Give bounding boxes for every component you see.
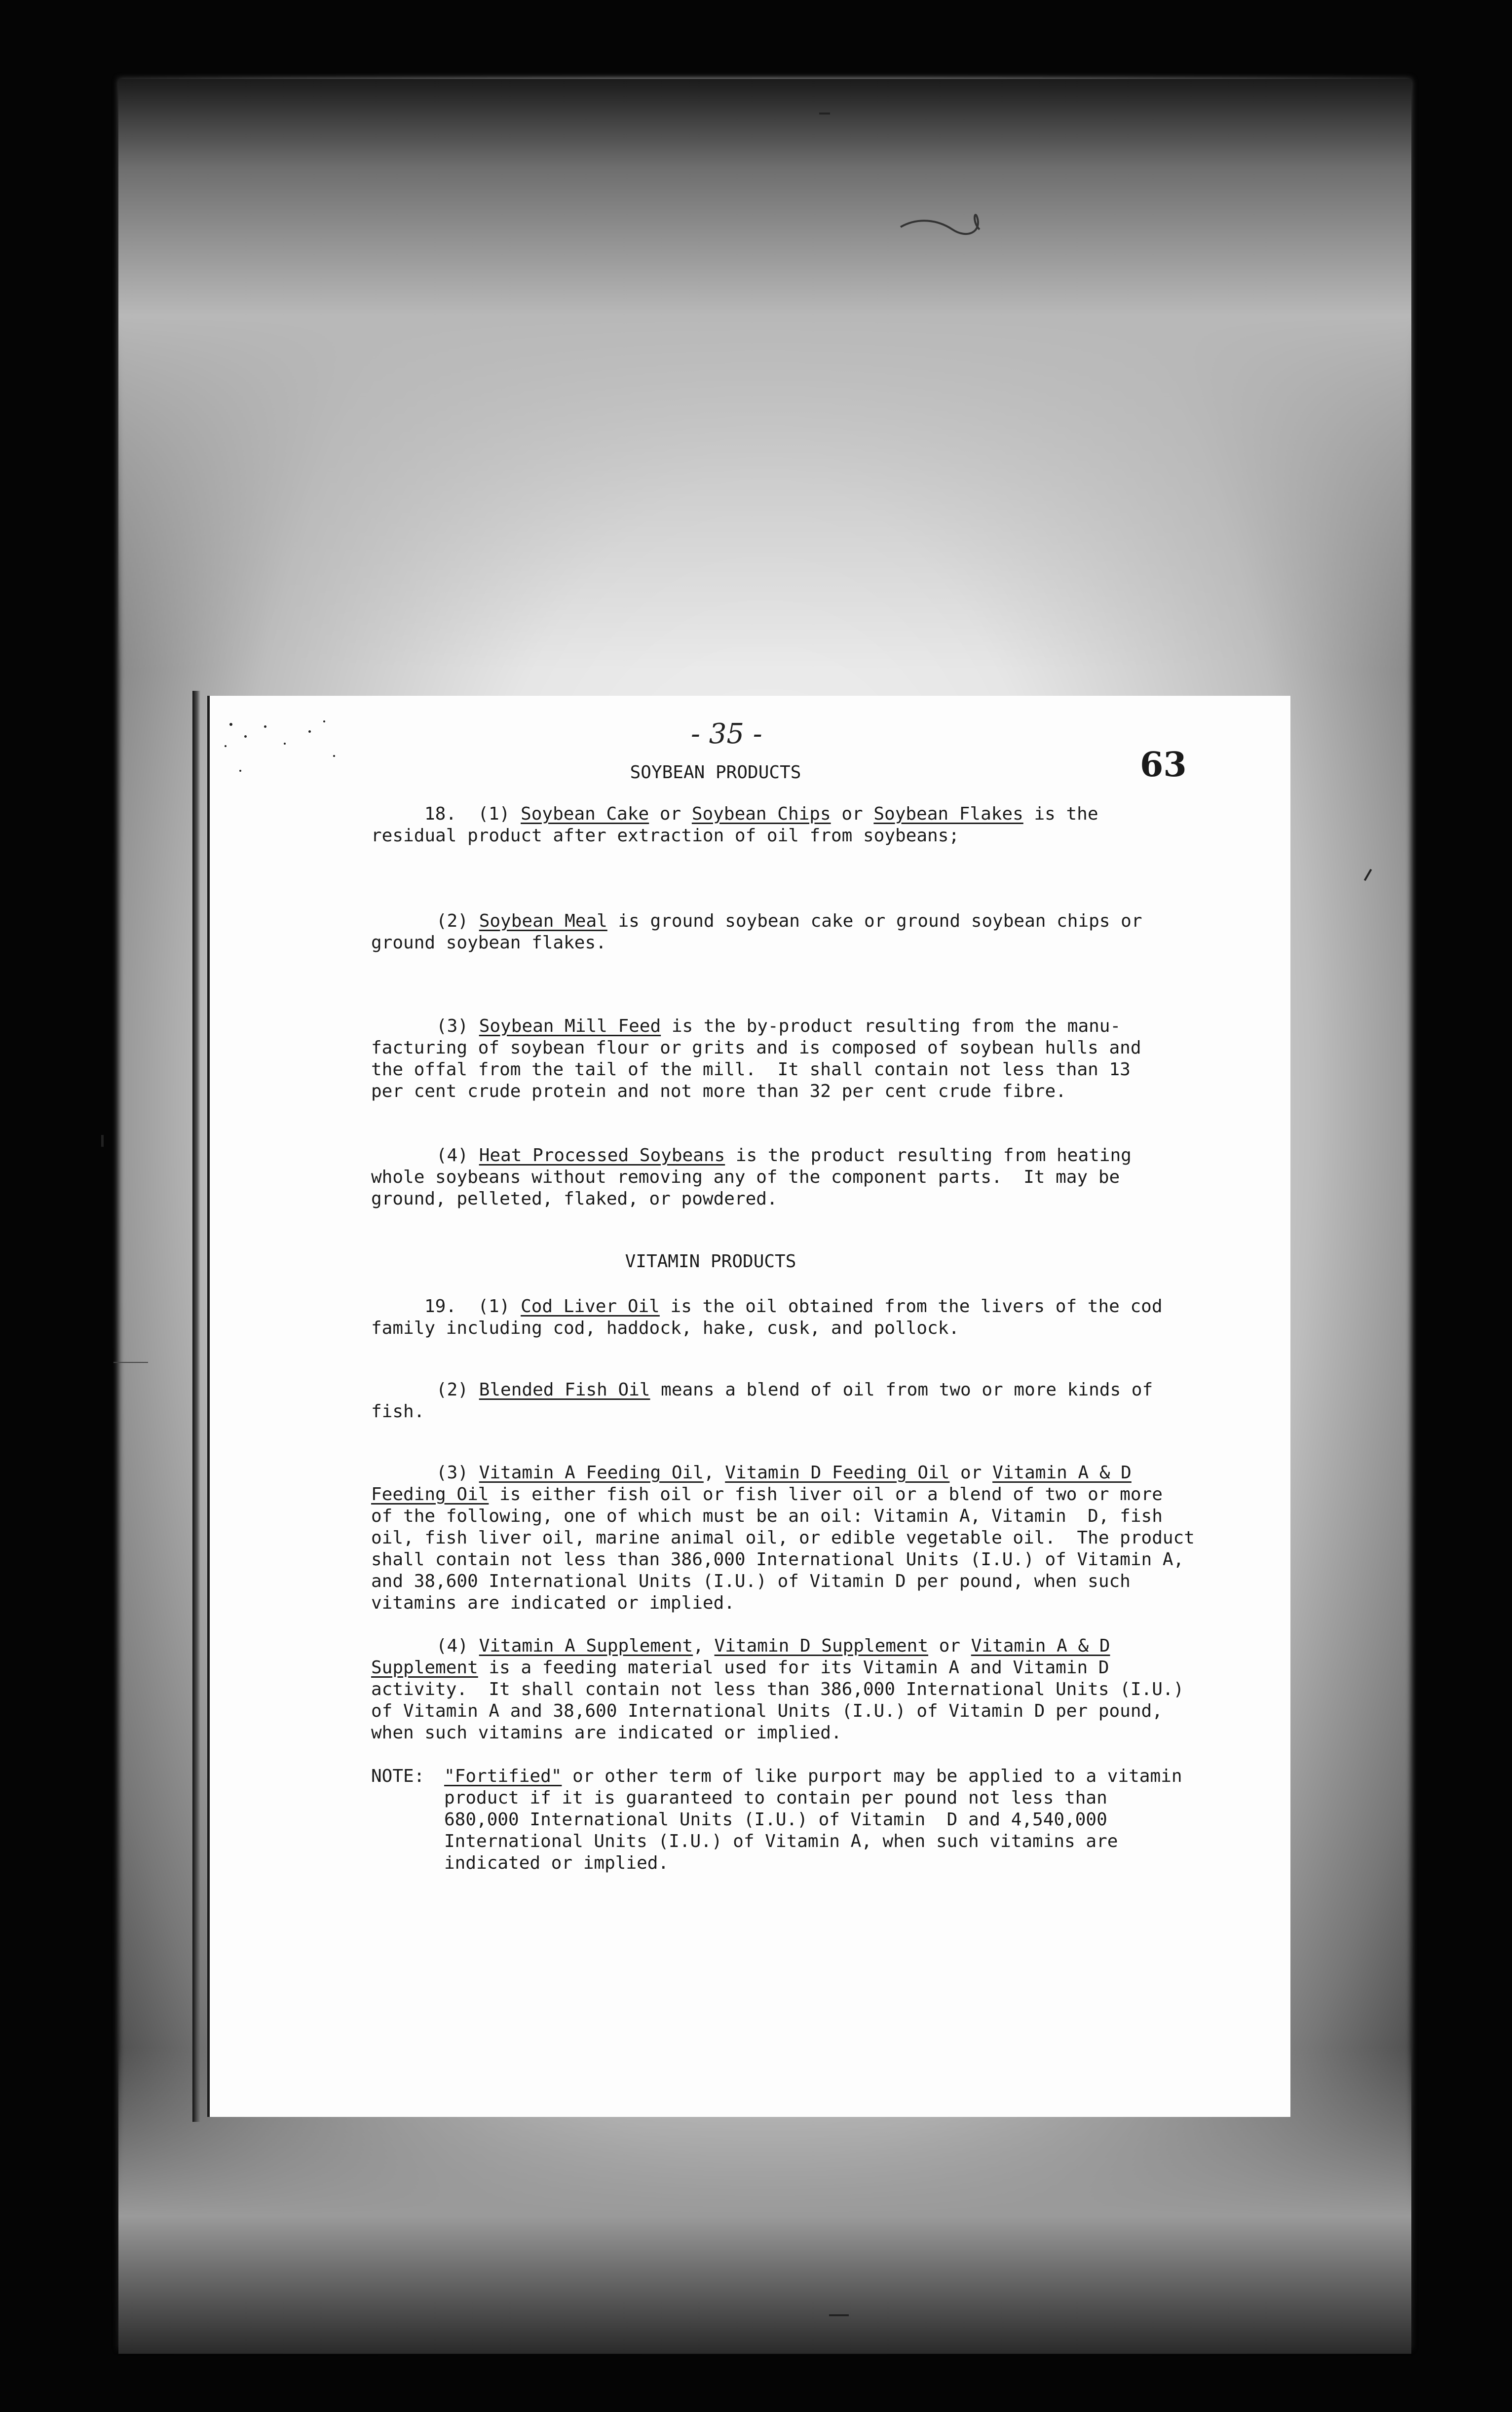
speck (244, 735, 247, 738)
text-line: of Vitamin A and 38,600 International Units (I.U.) of Vitamin D per pound, (371, 1701, 1163, 1721)
text-line: residual product after extraction of oil from soybeans; (371, 826, 960, 846)
speck (333, 755, 335, 757)
text-fragment: is ground soybean cake or ground soybean chips or (607, 911, 1142, 931)
film-haze-top (118, 79, 1411, 671)
paragraph-19-2 (436, 1379, 1153, 1401)
defined-term: Vitamin D Feeding Oil (725, 1463, 950, 1483)
defined-term: Soybean Flakes (873, 804, 1023, 824)
text-line: when such vitamins are indicated or implied. (371, 1723, 842, 1743)
text-fragment: is the oil obtained from the livers of the cod (659, 1296, 1163, 1317)
text-line: oil, fish liver oil, marine animal oil, or edible vegetable oil. The product (371, 1528, 1195, 1548)
text-line: indicated or implied. (444, 1853, 669, 1873)
frame-number: 63 (1140, 745, 1187, 785)
text-fragment: or (949, 1463, 993, 1483)
defined-term: "Fortified" (444, 1766, 562, 1786)
text-fragment: 18. (1) (424, 804, 521, 824)
defined-term: Vitamin A & D (971, 1636, 1110, 1656)
text-line: 680,000 International Units (I.U.) of Vitamin D and 4,540,000 (444, 1809, 1107, 1830)
pencil-squiggle-icon (898, 202, 987, 247)
text-line: vitamins are indicated or implied. (371, 1593, 735, 1613)
text-fragment: is the by-product resulting from the manu- (661, 1016, 1121, 1036)
text-line: ground soybean flakes. (371, 933, 606, 953)
defined-term: Vitamin A Feeding Oil (479, 1463, 704, 1483)
text-fragment: (2) (436, 1380, 479, 1400)
text-line: fish. (371, 1401, 425, 1422)
text-fragment: , (693, 1636, 715, 1656)
text-line: whole soybeans without removing any of the component parts. It may be (371, 1167, 1120, 1187)
text-fragment: is either fish oil or fish liver oil or a blend of two or more (489, 1484, 1163, 1505)
paragraph-19-1 (424, 1296, 1163, 1318)
text-fragment: , (703, 1463, 725, 1483)
defined-term: Soybean Mill Feed (479, 1016, 661, 1036)
text-fragment: (3) (436, 1463, 479, 1483)
text-fragment: (4) (436, 1636, 479, 1656)
defined-term: Supplement (371, 1658, 478, 1678)
text-line: International Units (I.U.) of Vitamin A, when such vitamins are (444, 1831, 1118, 1851)
paragraph-19-4-line2 (371, 1657, 1109, 1679)
text-fragment: is a feeding material used for its Vitamin A and Vitamin D (478, 1658, 1109, 1678)
note-label: NOTE: (371, 1766, 425, 1786)
defined-term: Heat Processed Soybeans (479, 1145, 725, 1166)
paragraph-18-3 (436, 1016, 1121, 1037)
defined-term: Blended Fish Oil (479, 1380, 650, 1400)
defined-term: Vitamin A & D (992, 1463, 1132, 1483)
film-scratch-top (819, 113, 830, 114)
text-fragment: (4) (436, 1145, 479, 1166)
text-fragment: is the product resulting from heating (725, 1145, 1132, 1166)
speck (225, 745, 227, 747)
text-fragment: or (649, 804, 692, 824)
speck (323, 720, 325, 722)
section-heading-soybean: SOYBEAN PRODUCTS (630, 762, 801, 783)
text-fragment: 19. (1) (424, 1296, 521, 1317)
film-line-left (113, 1362, 148, 1363)
paragraph-19-3-line2 (371, 1484, 1163, 1506)
text-line: activity. It shall contain not less than 386,000 International Units (I.U.) (371, 1679, 1184, 1699)
speck (284, 743, 286, 745)
defined-term: Vitamin D Supplement (714, 1636, 929, 1656)
defined-term: Vitamin A Supplement (479, 1636, 693, 1656)
text-fragment: means a blend of oil from two or more kinds of (650, 1380, 1153, 1400)
section-heading-vitamin: VITAMIN PRODUCTS (625, 1251, 796, 1272)
text-line: and 38,600 International Units (I.U.) of Vitamin D per pound, when such (371, 1571, 1131, 1591)
text-line: of the following, one of which must be an oil: Vitamin A, Vitamin D, fish (371, 1506, 1163, 1526)
text-fragment: is the (1023, 804, 1098, 824)
speck (264, 725, 266, 728)
speck (229, 723, 232, 726)
text-line: ground, pelleted, flaked, or powdered. (371, 1189, 778, 1209)
speck (308, 730, 311, 733)
text-fragment: or (928, 1636, 971, 1656)
note-paragraph (444, 1766, 1182, 1787)
speck (239, 770, 241, 772)
text-fragment: or (831, 804, 874, 824)
paragraph-18-1 (424, 803, 1098, 825)
defined-term: Cod Liver Oil (521, 1296, 660, 1317)
defined-term: Feeding Oil (371, 1484, 489, 1505)
defined-term: Soybean Chips (691, 804, 831, 824)
paragraph-19-3 (436, 1462, 1132, 1484)
paragraph-19-4 (436, 1635, 1110, 1657)
paragraph-18-2 (436, 910, 1142, 932)
film-scratch-left (101, 1135, 104, 1147)
text-line: facturing of soybean flour or grits and is composed of soybean hulls and (371, 1038, 1141, 1058)
defined-term: Soybean Cake (521, 804, 649, 824)
paragraph-18-4 (436, 1145, 1132, 1167)
film-scratch-bottom (829, 2314, 849, 2316)
text-line: the offal from the tail of the mill. It shall contain not less than 13 (371, 1059, 1131, 1080)
text-line: shall contain not less than 386,000 International Units (I.U.) of Vitamin A, (371, 1549, 1184, 1570)
text-fragment: or other term of like purport may be applied to a vitamin (562, 1766, 1182, 1786)
text-fragment: (2) (436, 911, 479, 931)
text-line: per cent crude protein and not more than 32 per cent crude fibre. (371, 1081, 1066, 1101)
defined-term: Soybean Meal (479, 911, 607, 931)
text-fragment: (3) (436, 1016, 479, 1036)
page-number: - 35 - (691, 718, 762, 750)
document-page (207, 696, 1290, 2117)
text-line: product if it is guaranteed to contain per pound not less than (444, 1788, 1107, 1808)
sheet-shadow-edge (192, 691, 200, 2122)
text-line: family including cod, haddock, hake, cusk, and pollock. (371, 1318, 960, 1338)
